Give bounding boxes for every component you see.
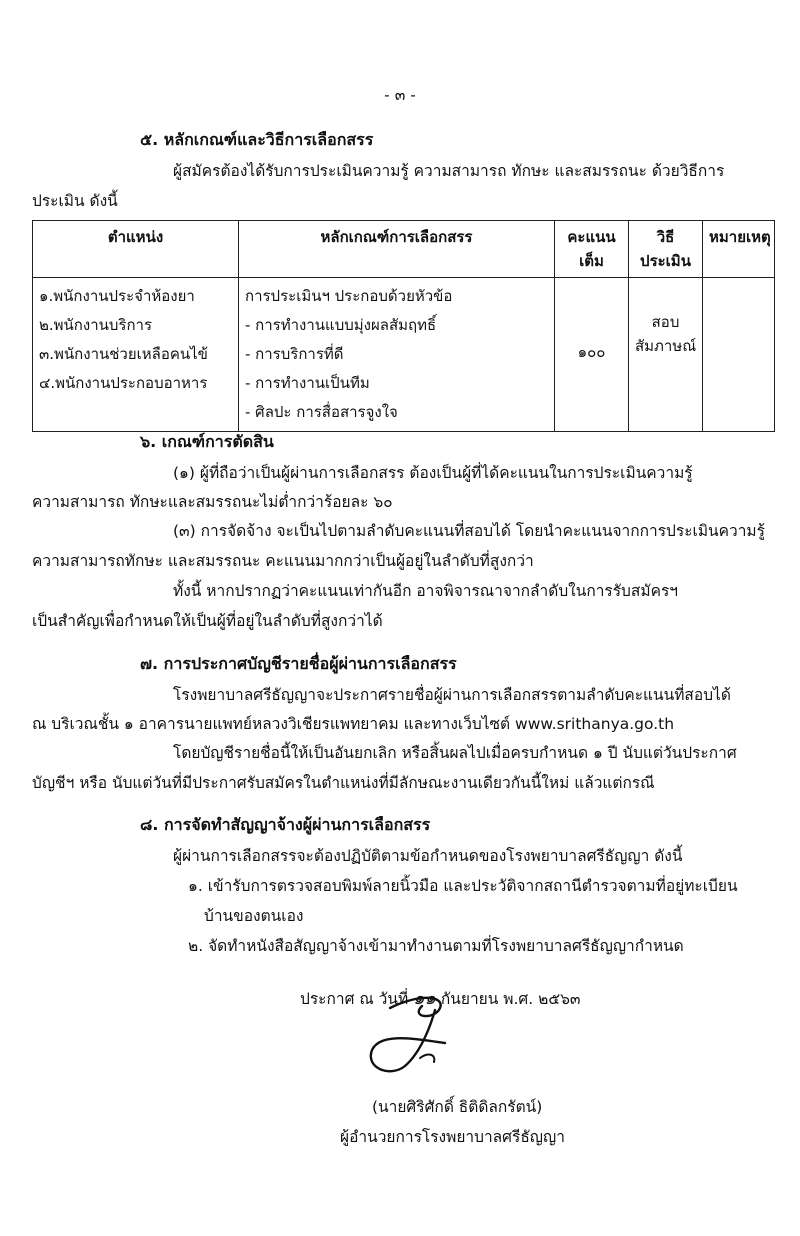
header-criteria: หลักเกณฑ์การเลือกสรร <box>239 221 555 278</box>
handwritten-signature <box>350 988 500 1078</box>
section7-p2-line2: บัญชีฯ หรือ นับแต่วันที่มีประกาศรับสมัครในตำแหน่งที่มีลักษณะงานเดียวกันนี้ใหม่ แล้วแต่กรณี <box>32 774 655 792</box>
section8-item2: ๒. จัดทำหนังสือสัญญาจ้างเข้ามาทำงานตามที่โรงพยาบาลศรีธัญญากำหนด <box>188 937 684 955</box>
announcement-prefix: ประกาศ ณ วันที่ <box>300 990 409 1008</box>
method-line2: สัมภาษณ์ <box>635 337 697 355</box>
criteria-item: - การบริการที่ดี <box>245 345 344 363</box>
method-line1: สอบ <box>651 313 680 331</box>
position-item: ๔.พนักงานประกอบอาหาร <box>39 374 208 392</box>
section8-intro: ผู้ผ่านการเลือกสรรจะต้องปฏิบัติตามข้อกำหนดของโรงพยาบาลศรีธัญญา ดังนี้ <box>173 847 683 865</box>
section6-p1-line1: (๑) ผู้ที่ถือว่าเป็นผู้ผ่านการเลือกสรร ต้องเป็นผู้ที่ได้คะแนนในการประเมินความรู้ <box>173 464 693 482</box>
section6-p1-line2: ความสามารถ ทักษะและสมรรถนะไม่ต่ำกว่าร้อยละ ๖๐ <box>32 493 393 511</box>
page-number: - ๓ - <box>384 86 416 104</box>
section8-heading: ๘. การจัดทำสัญญาจ้างผู้ผ่านการเลือกสรร <box>140 815 431 834</box>
criteria-item: - การทำงานเป็นทีม <box>245 374 370 392</box>
announcement-day: ๑๑ <box>413 988 436 1009</box>
section7-p1-line1: โรงพยาบาลศรีธัญญาจะประกาศรายชื่อผู้ผ่านการเลือกสรรตามลำดับคะแนนที่สอบได้ <box>173 686 731 704</box>
score-cell <box>555 278 629 432</box>
announcement-month-year: กันยายน พ.ศ. ๒๕๖๓ <box>440 990 581 1008</box>
section6-p2-line1: (๓) การจัดจ้าง จะเป็นไปตามลำดับคะแนนที่สอบได้ โดยนำคะแนนจากการประเมินความรู้ <box>173 522 765 540</box>
section6-heading: ๖. เกณฑ์การตัดสิน <box>140 432 274 451</box>
signatory-title: ผู้อำนวยการโรงพยาบาลศรีธัญญา <box>340 1128 565 1146</box>
criteria-item: - ศิลปะ การสื่อสารจูงใจ <box>245 403 398 421</box>
section6-p3-line1: ทั้งนี้ หากปรากฏว่าคะแนนเท่ากันอีก อาจพิจารณาจากลำดับในการรับสมัครฯ <box>173 582 678 600</box>
section7-p2-line1: โดยบัญชีรายชื่อนี้ให้เป็นอันยกเลิก หรือสิ้นผลไปเมื่อครบกำหนด ๑ ปี นับแต่วันประกาศ <box>173 744 737 762</box>
header-method: วิธี ประเมิน <box>629 221 703 278</box>
section8-item1-line2: บ้านของตนเอง <box>204 907 304 925</box>
table-header-row <box>33 221 775 278</box>
signatory-name: (นายศิริศักดิ์ ธิติดิลกรัตน์) <box>372 1098 543 1116</box>
table-row <box>33 278 775 432</box>
remark-cell <box>703 278 775 432</box>
header-remark: หมายเหตุ <box>703 221 775 278</box>
section6-p2-line2: ความสามารถทักษะ และสมรรถนะ คะแนนมากกว่าเป็นผู้อยู่ในลำดับที่สูงกว่า <box>32 552 534 570</box>
section7-heading: ๗. การประกาศบัญชีรายชื่อผู้ผ่านการเลือกสรร <box>140 654 457 673</box>
position-item: ๒.พนักงานบริการ <box>39 316 153 334</box>
section7-p1-line2: ณ บริเวณชั้น ๑ อาคารนายแพทย์หลวงวิเชียรแพทยาคม และทางเว็บไซต์ www.srithanya.go.th <box>32 715 675 733</box>
criteria-cell <box>239 278 555 432</box>
full-score: ๑๐๐ <box>577 343 606 361</box>
section6-p3-line2: เป็นสำคัญเพื่อกำหนดให้เป็นผู้ที่อยู่ในลำดับที่สูงกว่าได้ <box>32 612 383 630</box>
header-score: คะแนน เต็ม <box>555 221 629 278</box>
position-item: ๓.พนักงานช่วยเหลือคนไข้ <box>39 345 208 363</box>
section8-item1-line1: ๑. เข้ารับการตรวจสอบพิมพ์ลายนิ้วมือ และประวัติจากสถานีตำรวจตามที่อยู่ทะเบียน <box>188 877 738 895</box>
criteria-item: - การทำงานแบบมุ่งผลสัมฤทธิ์ <box>245 316 437 334</box>
section5-intro-line1: ผู้สมัครต้องได้รับการประเมินความรู้ ความสามารถ ทักษะ และสมรรถนะ ด้วยวิธีการ <box>173 162 725 180</box>
criteria-item: การประเมินฯ ประกอบด้วยหัวข้อ <box>245 287 453 305</box>
header-position: ตำแหน่ง <box>33 221 239 278</box>
position-item: ๑.พนักงานประจำห้องยา <box>39 287 195 305</box>
section5-intro-line2: ประเมิน ดังนี้ <box>32 192 118 210</box>
method-cell <box>629 278 703 432</box>
section5-heading: ๕. หลักเกณฑ์และวิธีการเลือกสรร <box>140 130 374 149</box>
selection-criteria-table <box>32 220 775 432</box>
positions-cell <box>33 278 239 432</box>
